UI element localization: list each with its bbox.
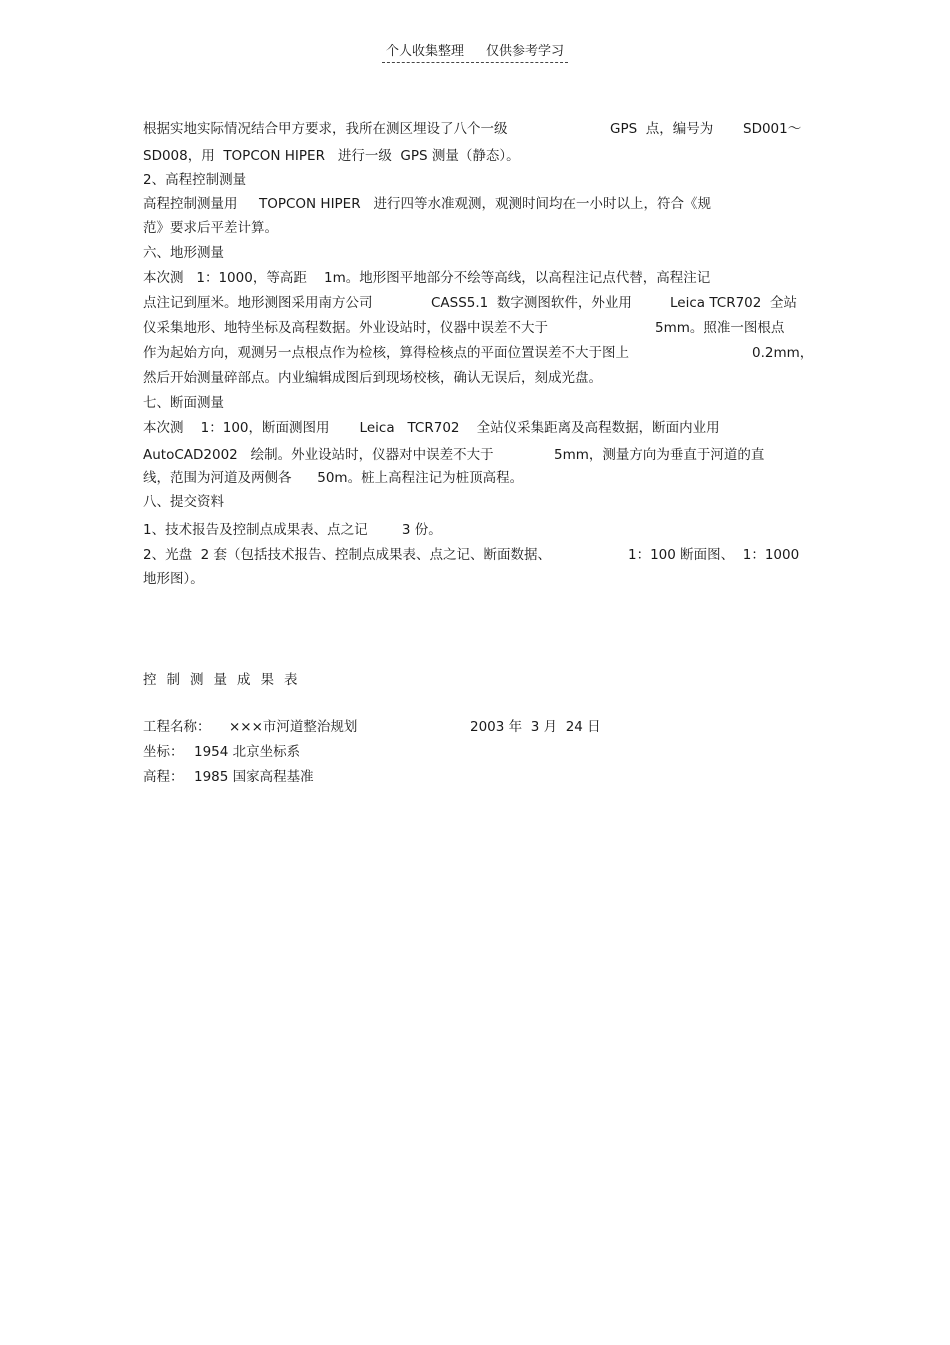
- list-item-segment: 1：100 断面图、 1：1000: [628, 547, 800, 563]
- paragraph-line: 作为起始方向，观测另一点根点作为检核，算得检核点的平面位置误差不大于图上: [143, 345, 629, 361]
- paragraph-line: 根据实地实际情况结合甲方要求，我所在测区埋设了八个一级: [143, 121, 508, 137]
- paragraph-line: 线，范围为河道及两侧各 50m。桩上高程注记为桩顶高程。: [143, 470, 524, 486]
- paragraph-line-segment: 5mm。照准一图根点: [655, 320, 785, 336]
- paragraph-line-segment: Leica TCR702 全站: [670, 295, 797, 311]
- paragraph-line: SD008，用 TOPCON HIPER 进行一级 GPS 测量（静态）。: [143, 148, 520, 164]
- paragraph-line: AutoCAD2002 绘制。外业设站时，仪器对中误差不大于: [143, 447, 494, 463]
- header-left-text: 个人收集整理: [385, 44, 464, 59]
- coordinate-value: 1954 北京坐标系: [194, 744, 301, 760]
- project-label: 工程名称：: [143, 719, 211, 735]
- paragraph-line: 本次测 1：1000，等高距 1m。地形图平地部分不绘等高线，以高程注记点代替，高程注记: [143, 270, 711, 286]
- page-header: [0, 40, 950, 63]
- paragraph-line-segment: 5mm，测量方向为垂直于河道的直: [554, 447, 765, 463]
- paragraph-line: 仪采集地形、地特坐标及高程数据。外业设站时，仪器中误差不大于: [143, 320, 548, 336]
- header-right-text: 仅供参考学习: [486, 44, 565, 59]
- section-heading: 八、提交资料: [143, 494, 224, 510]
- paragraph-line-segment: GPS 点，编号为: [610, 121, 714, 137]
- header-banner: [382, 40, 568, 63]
- coordinate-label: 坐标：: [143, 744, 184, 760]
- paragraph-line-segment: 0.2mm，: [752, 345, 814, 361]
- paragraph-line: 范》要求后平差计算。: [143, 220, 278, 236]
- paragraph-line-segment: CASS5.1 数字测图软件，外业用: [431, 295, 632, 311]
- list-item: 2、光盘 2 套（包括技术报告、控制点成果表、点之记、断面数据、: [143, 547, 552, 563]
- list-item-continuation: 地形图）。: [143, 571, 204, 587]
- section-heading: 六、地形测量: [143, 245, 224, 261]
- section-heading: 2、高程控制测量: [143, 172, 247, 188]
- paragraph-line: 高程控制测量用 TOPCON HIPER 进行四等水准观测，观测时间均在一小时以上，符合《规: [143, 196, 711, 212]
- elevation-value: 1985 国家高程基准: [194, 769, 314, 785]
- elevation-label: 高程：: [143, 769, 184, 785]
- paragraph-line: 点注记到厘米。地形测图采用南方公司: [143, 295, 373, 311]
- list-item: 1、技术报告及控制点成果表、点之记 3 份。: [143, 522, 442, 538]
- paragraph-line: 本次测 1：100，断面测图用 Leica TCR702 全站仪采集距离及高程数据，断面内业用: [143, 420, 720, 436]
- project-date: 2003 年 3 月 24 日: [470, 719, 601, 735]
- section-heading: 七、断面测量: [143, 395, 224, 411]
- paragraph-line: 然后开始测量碎部点。内业编辑成图后到现场校核，确认无误后，刻成光盘。: [143, 370, 602, 386]
- paragraph-line-segment: SD001～: [743, 121, 802, 137]
- results-table-title: 控制测量成果表: [143, 672, 308, 688]
- project-value: ×××市河道整治规划: [229, 719, 358, 735]
